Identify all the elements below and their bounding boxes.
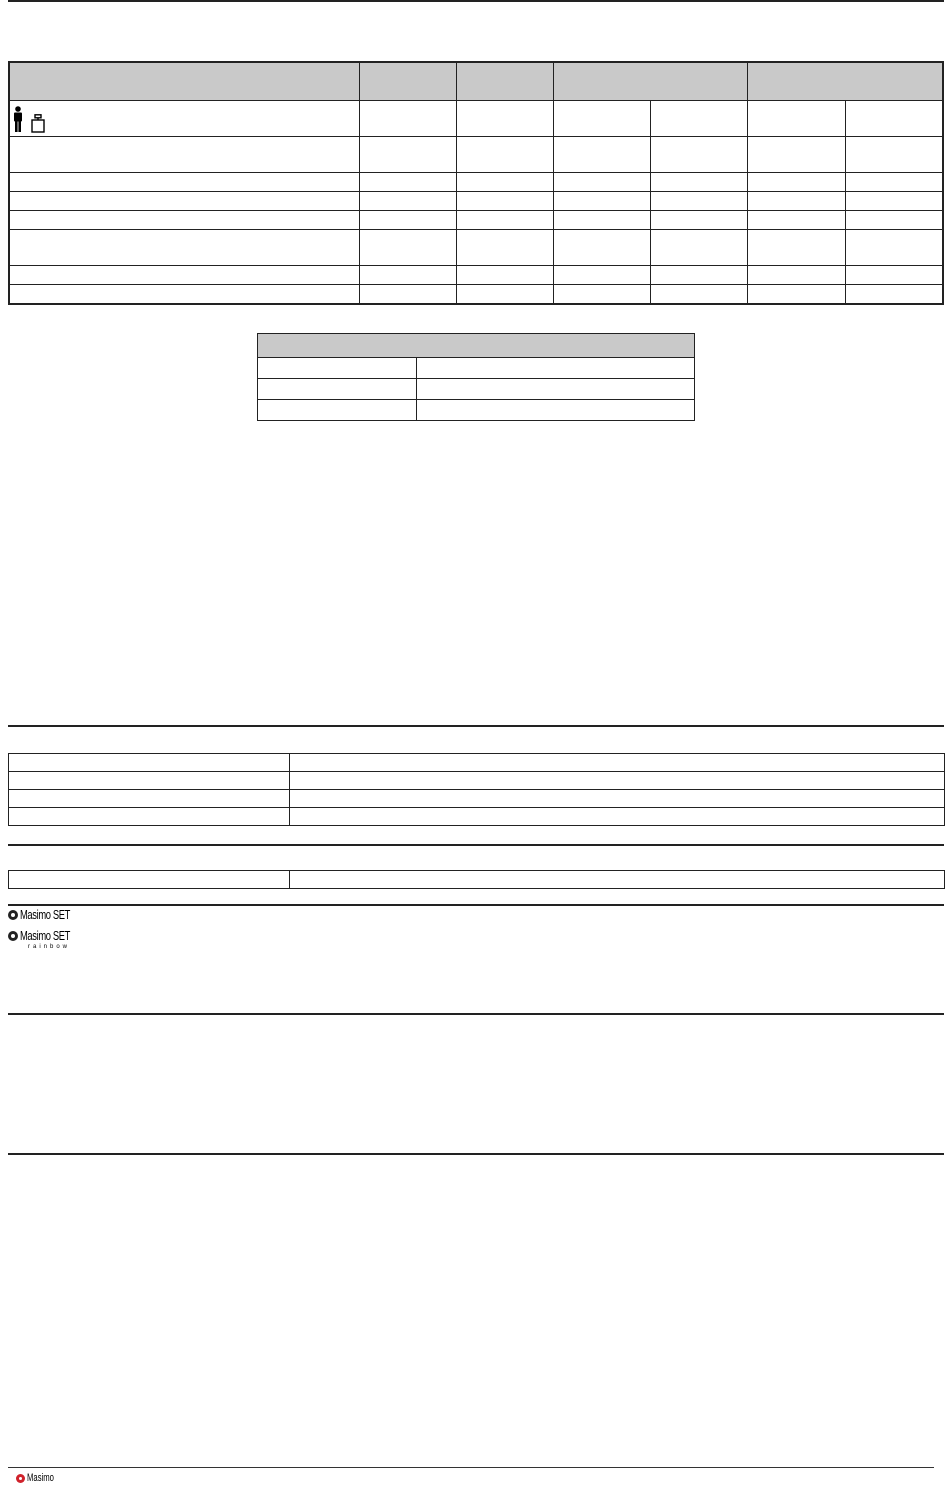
table-cell [9, 808, 290, 826]
table-cell [650, 192, 747, 211]
table-cell [650, 137, 747, 173]
table-cell [9, 871, 290, 889]
table-cell [290, 808, 945, 826]
section-rule [8, 1153, 944, 1155]
section-rule [8, 1013, 944, 1015]
footer-masimo-logo [16, 1472, 66, 1484]
table-row [9, 772, 945, 790]
table-row [258, 379, 695, 400]
table-cell [456, 266, 553, 285]
spec-table-header-row [9, 62, 943, 101]
spec-header-cell [747, 62, 943, 101]
table-cell [359, 173, 456, 192]
table-cell [553, 192, 650, 211]
table-cell [456, 192, 553, 211]
table-cell [456, 137, 553, 173]
environment-table [8, 753, 945, 826]
sub-table [257, 333, 695, 421]
table-cell [650, 101, 747, 137]
table-cell [9, 173, 359, 192]
table-row [9, 101, 943, 137]
masimo-set-wordmark: Masimo SET [20, 907, 70, 922]
table-row [9, 137, 943, 173]
table-cell [845, 230, 943, 266]
table-row [9, 808, 945, 826]
table-cell [9, 211, 359, 230]
section-rule [8, 844, 944, 846]
table-row [9, 266, 943, 285]
masimo-mark-icon [16, 1474, 25, 1483]
table-cell [456, 173, 553, 192]
table-cell [553, 137, 650, 173]
table-cell [9, 285, 359, 305]
masimo-set-rainbow-logo [8, 928, 89, 943]
table-cell [747, 230, 845, 266]
table-row [258, 400, 695, 421]
table-cell [747, 173, 845, 192]
table-cell [359, 230, 456, 266]
table-row [9, 285, 943, 305]
table-cell [845, 211, 943, 230]
footer-wordmark: Masimo [27, 1472, 54, 1484]
table-cell [417, 379, 695, 400]
masimo-mark-icon [8, 910, 18, 920]
table-cell [9, 230, 359, 266]
table-cell [359, 266, 456, 285]
masimo-set-rainbow-wordmark: Masimo SET [20, 928, 70, 943]
table-cell [258, 379, 417, 400]
table-cell [553, 230, 650, 266]
table-row [9, 230, 943, 266]
table-row [258, 358, 695, 379]
table-row [9, 754, 945, 772]
table-cell [845, 266, 943, 285]
table-cell [553, 173, 650, 192]
table-cell [553, 211, 650, 230]
table-cell [9, 790, 290, 808]
sub-header-cell [258, 334, 695, 358]
table-cell [417, 358, 695, 379]
rainbow-wordmark: rainbow [28, 944, 71, 950]
table-row [9, 173, 943, 192]
table-cell [359, 211, 456, 230]
table-cell [290, 790, 945, 808]
table-cell [553, 101, 650, 137]
person-icon [12, 106, 24, 132]
weight-icon [31, 114, 45, 133]
table-cell [650, 285, 747, 305]
table-cell [456, 211, 553, 230]
table-cell [845, 137, 943, 173]
table-cell [290, 754, 945, 772]
masimo-mark-icon [8, 931, 18, 941]
footer-rule [8, 1467, 934, 1468]
table-row [9, 871, 945, 889]
table-cell [290, 871, 945, 889]
table-cell [258, 400, 417, 421]
table-cell [9, 192, 359, 211]
table-cell [747, 137, 845, 173]
compatibility-table [8, 870, 945, 889]
spec-table [8, 61, 944, 305]
table-cell [9, 754, 290, 772]
table-cell [359, 101, 456, 137]
section-rule [8, 725, 944, 727]
table-cell [747, 211, 845, 230]
section-rule [8, 904, 944, 906]
table-cell [258, 358, 417, 379]
table-cell [650, 230, 747, 266]
table-cell [9, 266, 359, 285]
table-cell [417, 400, 695, 421]
sub-table-header-row [258, 334, 695, 358]
table-cell [9, 772, 290, 790]
spec-header-cell [359, 62, 456, 101]
table-cell [456, 101, 553, 137]
table-cell [650, 211, 747, 230]
table-cell [845, 173, 943, 192]
table-cell [845, 192, 943, 211]
table-cell [9, 101, 359, 137]
spec-header-cell [553, 62, 747, 101]
table-row [9, 192, 943, 211]
table-cell [650, 173, 747, 192]
table-row [9, 790, 945, 808]
table-cell [9, 137, 359, 173]
table-cell [359, 285, 456, 305]
table-cell [747, 266, 845, 285]
table-cell [290, 772, 945, 790]
table-cell [456, 230, 553, 266]
table-cell [359, 137, 456, 173]
top-rule [8, 0, 944, 2]
table-row [9, 211, 943, 230]
table-cell [845, 101, 943, 137]
spec-header-cell [9, 62, 359, 101]
table-cell [845, 285, 943, 305]
table-cell [747, 192, 845, 211]
table-cell [553, 285, 650, 305]
table-cell [553, 266, 650, 285]
table-cell [650, 266, 747, 285]
masimo-set-logo [8, 907, 89, 922]
spec-header-cell [456, 62, 553, 101]
table-cell [747, 285, 845, 305]
table-cell [456, 285, 553, 305]
table-cell [359, 192, 456, 211]
table-cell [747, 101, 845, 137]
